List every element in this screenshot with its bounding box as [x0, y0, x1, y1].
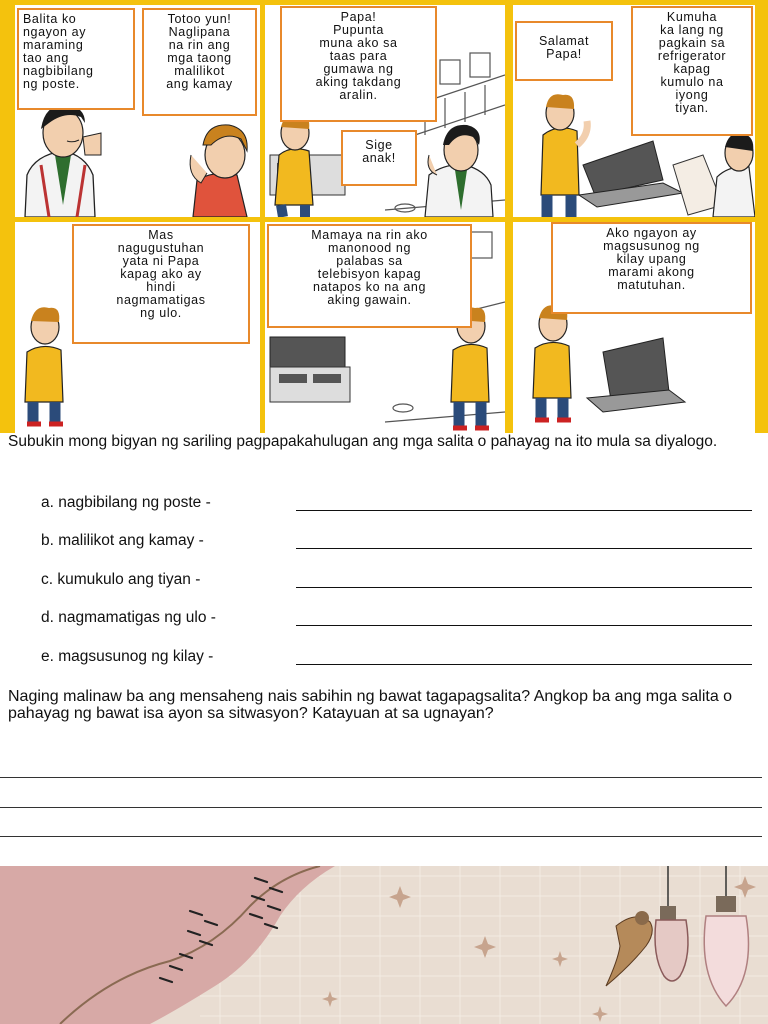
item-e-label: e. magsusunog ng kilay -: [41, 648, 214, 665]
comic-panel-1: [15, 5, 260, 217]
item-a: [41, 494, 761, 514]
instruction-text: Subukin mong bigyan ng sariling pagpapakahulugan ang mga salita o pahayag na ito mula sa diyalogo.: [8, 433, 718, 450]
item-d: [41, 609, 761, 629]
bubble-ako-ngayon: Ako ngayon ay magsusunog ng kilay upang marami akong matutuhan.: [551, 222, 752, 314]
decorative-banner: [0, 866, 768, 1024]
item-b: [41, 532, 761, 552]
bubble-mamaya: Mamaya na rin ako manonood ng palabas sa telebisyon kapag natapos ko na ang aking gawain.: [267, 224, 472, 328]
boy-figure: [541, 94, 587, 217]
item-b-answer-line[interactable]: [296, 548, 752, 549]
bubble-papa-pupunta: Papa! Pupunta muna ako sa taas para gumawa ng aking takdang aralin.: [280, 6, 437, 122]
comic-panel-6: [513, 222, 755, 433]
comic-panel-2: [265, 5, 505, 217]
comic-strip: [0, 0, 768, 433]
boy-figure: [190, 125, 247, 217]
comic-panel-3: [513, 5, 755, 217]
item-a-label: a. nagbibilang ng poste -: [41, 494, 211, 511]
bubble-mas-nagugustuhan: Mas nagugustuhan yata ni Papa kapag ako ay hindi nagmamatigas ng ulo.: [72, 224, 250, 344]
answer-line-1[interactable]: [0, 777, 762, 778]
bubble-balita: Balita ko ngayon ay maraming tao ang nagbibilang ng poste.: [17, 8, 135, 110]
comic-panel-5: [265, 222, 505, 433]
father-figure: [713, 133, 755, 217]
tv-cabinet: [270, 337, 350, 402]
bubble-salamat-papa: Salamat Papa!: [515, 21, 613, 81]
item-d-label: d. nagmamatigas ng ulo -: [41, 609, 216, 626]
item-b-label: b. malilikot ang kamay -: [41, 532, 204, 549]
item-e-answer-line[interactable]: [296, 664, 752, 665]
item-c-label: c. kumukulo ang tiyan -: [41, 571, 201, 588]
boy-figure: [533, 305, 571, 420]
item-c-answer-line[interactable]: [296, 587, 752, 588]
reflection-question: Naging malinaw ba ang mensaheng nais sabihin ng bawat tagapagsalita? Angkop ba ang mga salita o pahayag ng bawat isa ayon sa sitwasyon? Katayuan at sa ugnayan?: [8, 688, 733, 722]
bubble-kumuha: Kumuha ka lang ng pagkain sa refrigerator kapag kumulo na iyong tiyan.: [631, 6, 753, 136]
bubble-totoo: Totoo yun! Naglipana na rin ang mga taong malilikot ang kamay: [142, 8, 257, 116]
item-c: [41, 571, 761, 591]
answer-line-2[interactable]: [0, 807, 762, 808]
laptop-drawing: [587, 338, 685, 412]
item-e: [41, 648, 761, 668]
father-figure: [25, 105, 101, 217]
item-d-answer-line[interactable]: [296, 625, 752, 626]
item-a-answer-line[interactable]: [296, 510, 752, 511]
bubble-sige-anak: Sige anak!: [341, 130, 417, 186]
comic-panel-4: [15, 222, 260, 433]
boy-figure: [275, 114, 313, 217]
laptop-drawing: [579, 141, 683, 207]
answer-line-3[interactable]: [0, 836, 762, 837]
father-figure: [425, 125, 493, 217]
boy-figure: [25, 307, 63, 424]
